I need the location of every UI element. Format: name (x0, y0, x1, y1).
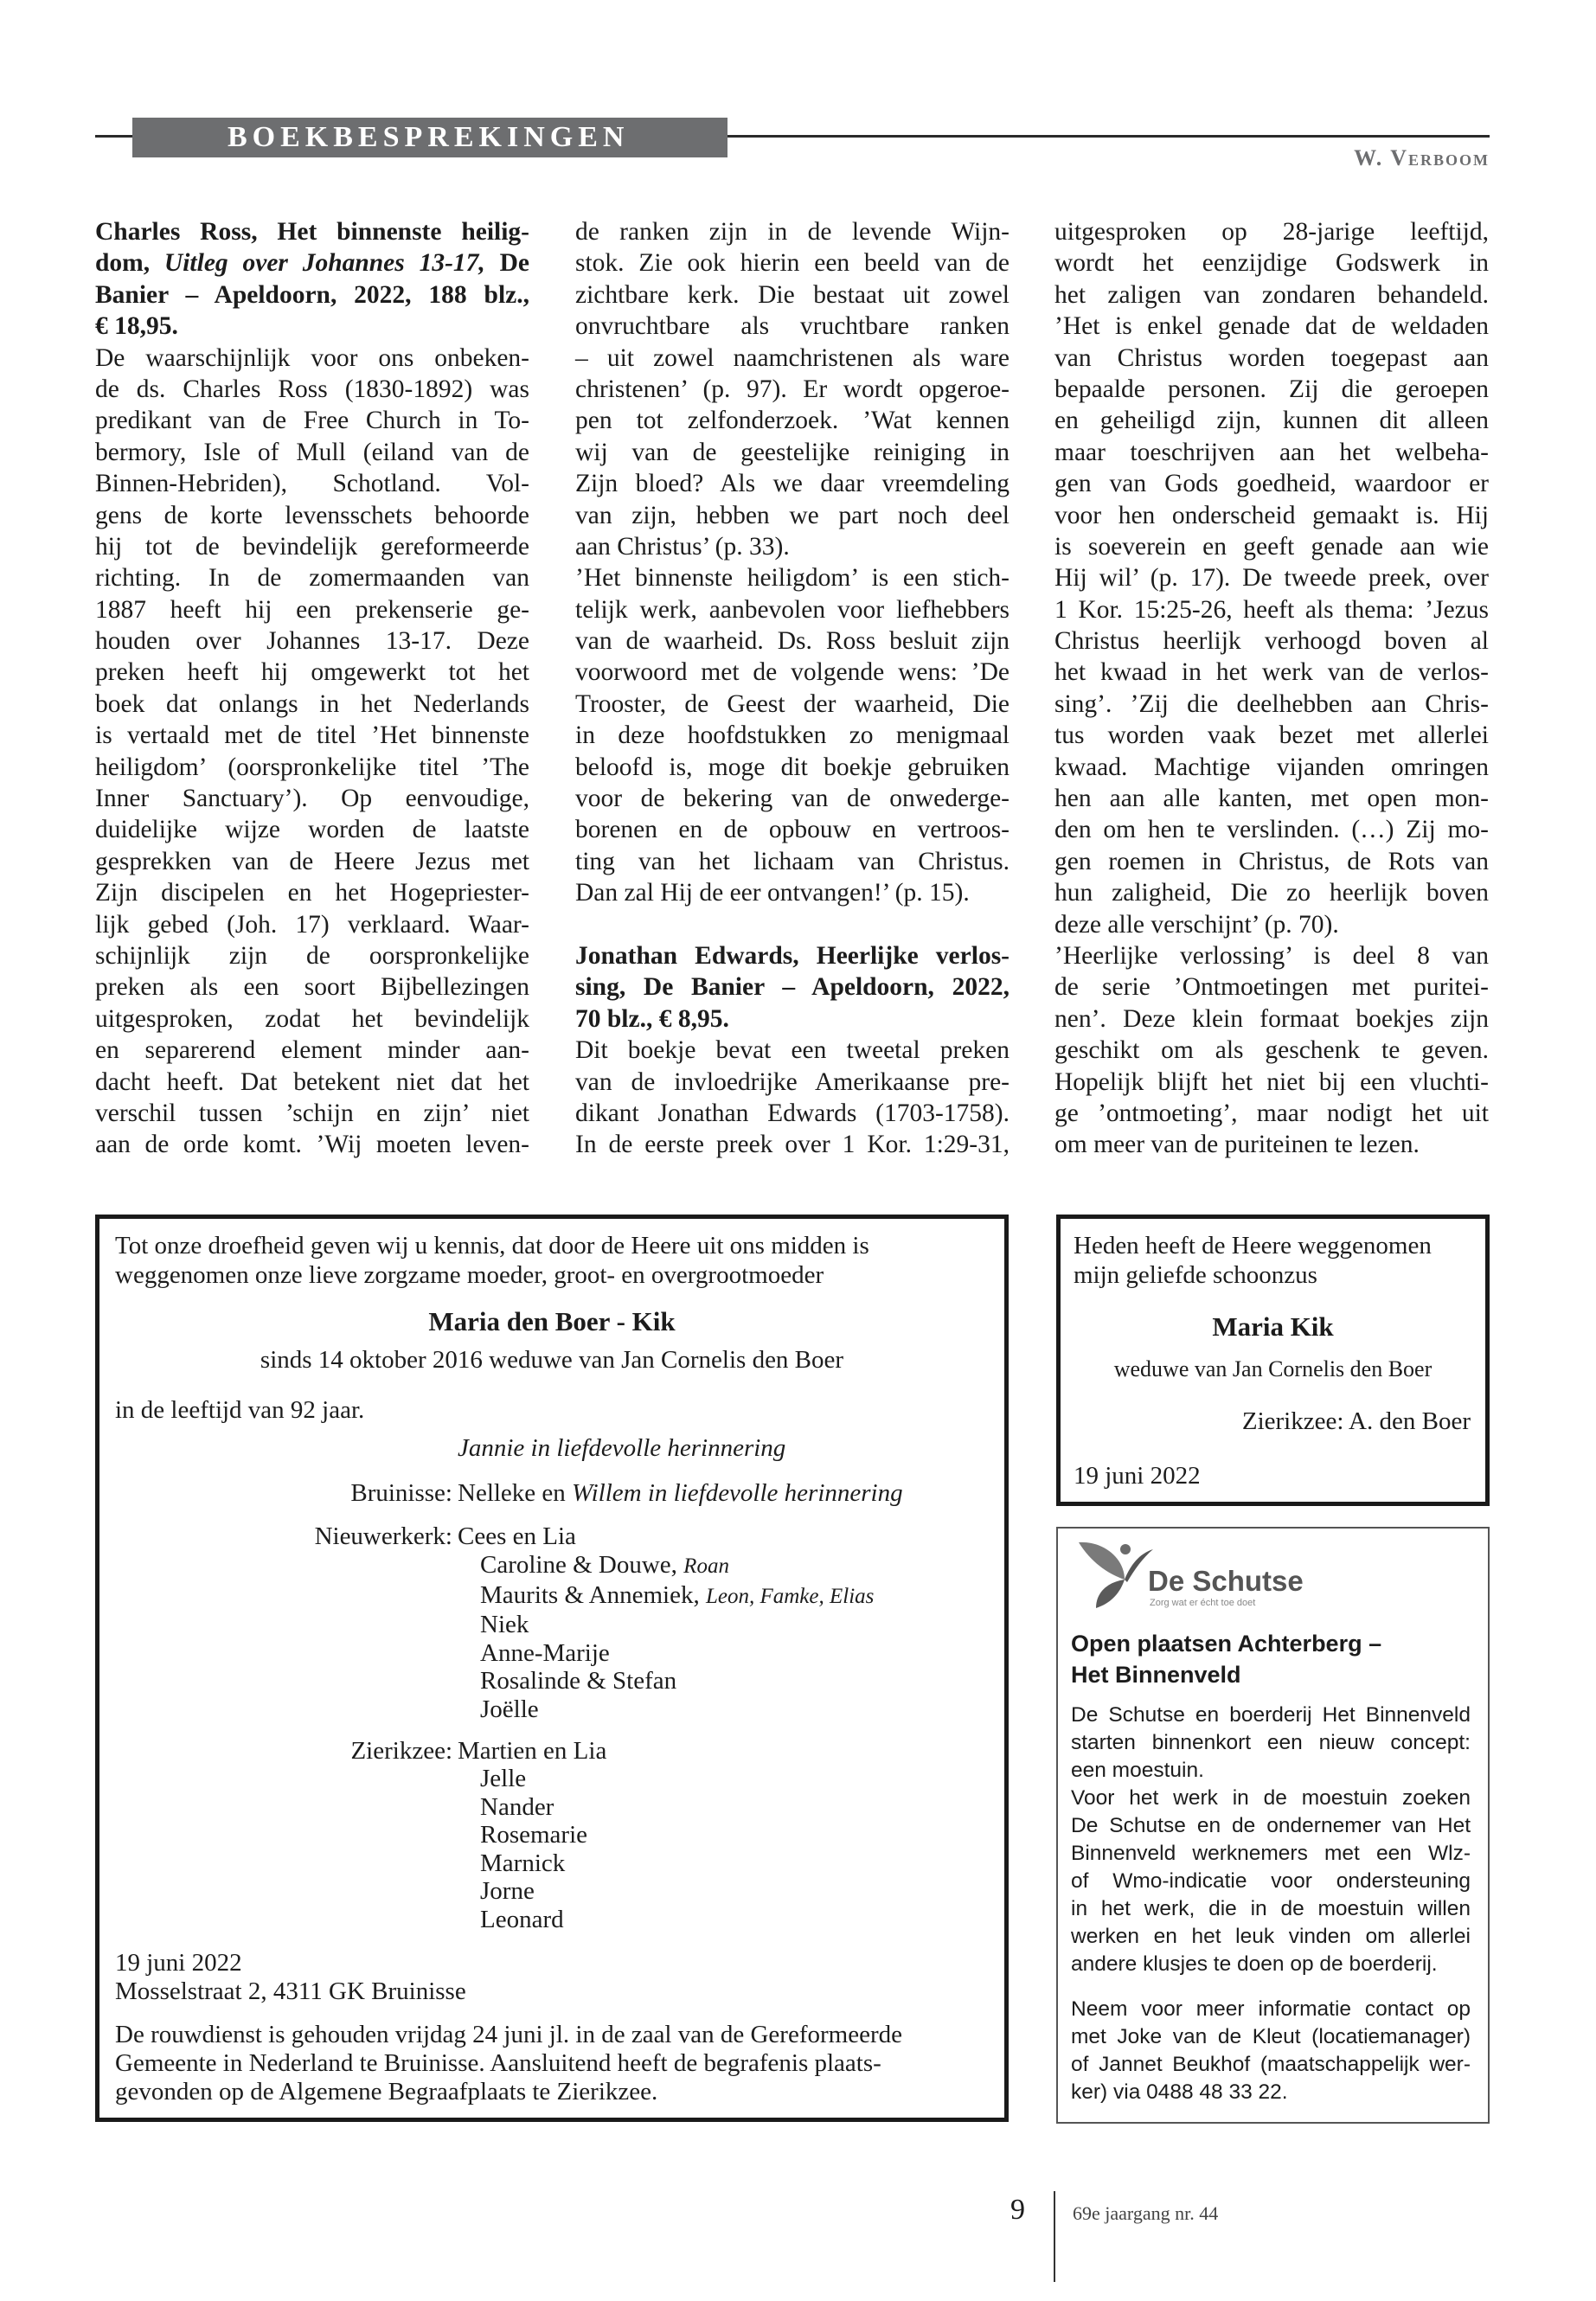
text-line: christenen’ (p. 97). Er wordt opgeroe- (575, 375, 1010, 403)
family-member: Nander (480, 1792, 554, 1821)
text-line: de ds. Charles Ross (1830-1892) was (95, 375, 529, 403)
family-member (480, 1639, 874, 1668)
text-line: aan de orde komt. ’Wij moeten leven- (95, 1131, 529, 1159)
text-line: Dan zal Hij de eer ontvangen!’ (p. 15). (575, 879, 970, 907)
text-line: Binnen-Hebriden), Schotland. Vol- (95, 470, 529, 498)
service-text: gevonden op de Algemene Begraafplaats te Zierikzee. (115, 2078, 658, 2106)
text-line: hen aan alle kanten, met open mon- (1054, 785, 1489, 813)
text-line: Hopelijk blijft het niet bij een vluchti- (1054, 1067, 1489, 1096)
text-line: 70 blz., € 8,95. (575, 1004, 729, 1033)
article-column-1 (95, 216, 529, 1161)
notice-date: 19 juni 2022 (1074, 1462, 1201, 1490)
italic-text: Uitleg over Johannes 13-17, (163, 249, 485, 278)
text-line: bepaalde personen. Zij die geroepen (1054, 375, 1489, 403)
review-heading (575, 940, 1010, 1035)
text-line: in deze hoofdstukken zo menigmaal (575, 721, 1010, 750)
text-line: Hij wil’ (p. 17). De tweede preek, over (1054, 564, 1489, 593)
text-line: wij van de geestelijke reiniging in (575, 438, 1010, 466)
text-line: starten binnenkort een nieuw concept: (1071, 1731, 1471, 1754)
text-line: tus worden vaak bezet met allerlei (1054, 721, 1489, 750)
deceased-name: Maria den Boer - Kik (428, 1306, 676, 1336)
text-line: Christus heerlijk verhoogd boven al (1054, 627, 1489, 656)
place-label: Zierikzee: (350, 1737, 452, 1765)
text-line: ting van het lichaam van Christus. (575, 847, 1010, 875)
member-name: Niek (480, 1611, 529, 1639)
family-member (480, 1581, 874, 1612)
text-line: en geheiligd zijn, kunnen dit alleen (1054, 407, 1489, 435)
text-line: ker) via 0488 48 33 22. (1071, 2080, 1288, 2104)
service-text: Gemeente in Nederland te Bruinisse. Aansluitend heeft de begrafenis plaats- (115, 2049, 881, 2077)
text-line: preken heeft hij omgewerkt tot het (95, 658, 529, 687)
text-line: preken als een soort Bijbellezingen (95, 973, 529, 1002)
text-line: verschil tussen ’schijn en zijn’ niet (95, 1099, 529, 1127)
family-member: Rosemarie (480, 1821, 588, 1849)
text-line: gen roemen in Christus, de Rots van (1054, 847, 1489, 875)
text-line: en separerend element minder aan- (95, 1036, 529, 1065)
text-line: heiligdom’ (oorspronkelijke titel ’The (95, 753, 529, 781)
text-line: ’Het is enkel genade dat de weldaden (1054, 312, 1489, 341)
butterfly-logo-icon (1077, 1541, 1155, 1610)
text-line: dacht heeft. Dat betekent niet dat het (95, 1067, 529, 1096)
grandchildren-names: Roan (683, 1554, 729, 1578)
member-name: Rosalinde & Stefan (480, 1667, 677, 1695)
advertisement-box (1056, 1527, 1490, 2124)
advert-title-line: Het Binnenveld (1071, 1662, 1241, 1688)
member-name: Caroline & Douwe, (480, 1551, 684, 1579)
text-line: in het werk, die in de moestuin willen (1071, 1897, 1471, 1920)
text-line: het zaligen van zondaren behandeld. (1054, 280, 1489, 309)
text-line: maar toeschrijven aan het welbeha- (1054, 438, 1489, 466)
text-line: borenen en de opbouw en vertroos- (575, 816, 1010, 844)
text-line: pen tot zelfonderzoek. ’Wat kennen (575, 407, 1010, 435)
family-member: Jorne (480, 1877, 535, 1906)
review-heading (95, 216, 529, 343)
notice-name: Maria Kik (1212, 1311, 1334, 1342)
text-line: Zijn discipelen en het Hogepriester- (95, 879, 529, 907)
notice-intro: Heden heeft de Heere weggenomen (1074, 1232, 1432, 1259)
text-line: het kwaad in het werk van de verlos- (1054, 658, 1489, 687)
text-line: van Christus worden toegepast aan (1054, 343, 1489, 372)
footer-divider (1054, 2191, 1055, 2282)
obituary-intro: weggenomen onze lieve zorgzame moeder, groot- en overgrootmoeder (115, 1261, 824, 1289)
paragraph (1054, 216, 1489, 940)
obituary-address: Mosselstraat 2, 4311 GK Bruinisse (115, 1977, 466, 2005)
family-line: Martien en Lia (458, 1737, 607, 1765)
advert-paragraph (1071, 1785, 1471, 1978)
text-line: om meer van de puriteinen te lezen. (1054, 1131, 1420, 1159)
paragraph (575, 1035, 1010, 1161)
widow-since: sinds 14 oktober 2016 weduwe van Jan Cornelis den Boer (260, 1346, 844, 1374)
text-line: uitgesproken, zodat het bevindelijk (95, 1004, 529, 1033)
text-line: andere klusjes te doen op de boerderij. (1071, 1952, 1438, 1976)
text-line: De Schutse en boerderij Het Binnenveld (1071, 1703, 1471, 1727)
text-line: Banier – Apeldoorn, 2022, 188 blz., (95, 280, 529, 309)
member-name: Anne-Marije (480, 1638, 610, 1667)
text-line: ’Heerlijke verlossing’ is deel 8 van (1054, 941, 1489, 970)
text-line: 1 Kor. 15:25-26, heeft als thema: ’Jezus (1054, 595, 1489, 624)
paragraph-gap (1071, 1978, 1471, 1996)
condolence-notice (1056, 1215, 1490, 1506)
article-column-2 (575, 216, 1010, 1161)
text-line: Neem voor meer informatie contact op (1071, 1997, 1471, 2021)
text-line: zichtbare kerk. Die bestaat uit zowel (575, 280, 1010, 309)
text-line: Charles Ross, Het binnenste heilig- (95, 218, 529, 246)
family-line (458, 1478, 903, 1508)
text-line: de ranken zijn in de levende Wijn- (575, 218, 1010, 246)
page-number: 9 (1010, 2194, 1025, 2226)
text-line: Voor het werk in de moestuin zoeken (1071, 1786, 1471, 1810)
text-line: voorwoord met de volgende wens: ’De (575, 658, 1010, 687)
text-line: De Schutse en de ondernemer van Het (1071, 1814, 1471, 1837)
text-line: Jonathan Edwards, Heerlijke verlos- (575, 941, 1010, 970)
text-line: gens de korte levensschets behoorde (95, 501, 529, 529)
text-line: sing’. ’Zij die deelhebben aan Chris- (1054, 689, 1489, 718)
advert-paragraph (1071, 1996, 1471, 2106)
place-label: Bruinisse: (350, 1479, 452, 1507)
text-line: hun zaligheid, Die zo heerlijk boven (1054, 879, 1489, 907)
text-line: 1887 heeft hij een prekenserie ge- (95, 595, 529, 624)
text-line: sing, De Banier – Apeldoorn, 2022, (575, 973, 1010, 1002)
article-column-3 (1054, 216, 1489, 1161)
text-line: voor hen onderscheid gemaakt is. Hij (1054, 501, 1489, 529)
age-line: in de leeftijd van 92 jaar. (115, 1396, 365, 1424)
grandchildren-names: Leon, Famke, Elias (705, 1584, 875, 1608)
text-line: Zijn bloed? Als we daar vreemdeling (575, 470, 1010, 498)
family-member: Leonard (480, 1905, 564, 1933)
advert-title (1071, 1628, 1381, 1690)
member-name: Joëlle (480, 1695, 539, 1723)
text-line: Binnenveld werknemers met een Wlz- (1071, 1842, 1471, 1865)
service-text: De rouwdienst is gehouden vrijdag 24 juni jl. in de zaal van de Gereformeerde (115, 2021, 902, 2048)
text-line: richting. In de zomermaanden van (95, 564, 529, 593)
text-line: uitgesproken op 28-jarige leeftijd, (1054, 218, 1489, 246)
text-line: ge ’ontmoeting’, maar nodigt het uit (1054, 1099, 1489, 1127)
text-line: De waarschijnlijk voor ons onbeken- (95, 343, 529, 372)
family-member: Jelle (480, 1765, 527, 1792)
text-segment: De (484, 249, 529, 278)
issue-info: 69e jaargang nr. 44 (1073, 2202, 1219, 2224)
text-line: dikant Jonathan Edwards (1703-1758). (575, 1099, 1010, 1127)
text-line: voor de bekering van de onwederge- (575, 785, 1010, 813)
text-line: met Joke van de Kleut (locatiemanager) (1071, 2025, 1471, 2048)
logo-tagline: Zorg wat er écht toe doet (1150, 1598, 1256, 1608)
family-member (480, 1551, 874, 1581)
family-children-list (480, 1551, 874, 1724)
text-line: werken en het leuk vinden om allerlei (1071, 1925, 1471, 1948)
text-line: ’Het binnenste heiligdom’ is een stich- (575, 564, 1010, 593)
text-line: bermory, Isle of Mull (eiland van de (95, 438, 529, 466)
text-line: boek dat onlangs in het Nederlands (95, 689, 529, 718)
text-line: aan Christus’ (p. 33). (575, 532, 790, 561)
member-name: Maurits & Annemiek, (480, 1580, 706, 1609)
text-line: Inner Sanctuary’). Op eenvoudige, (95, 785, 529, 813)
place-label: Nieuwerkerk: (314, 1522, 452, 1550)
text-line: lijk gebed (Joh. 17) verklaard. Waar- (95, 910, 529, 939)
family-name: Nelleke en (458, 1479, 573, 1507)
paragraph (95, 343, 529, 1161)
text-line: – uit zowel naamchristenen als ware (575, 343, 1010, 372)
text-line: duidelijke wijze worden de laatste (95, 816, 529, 844)
paragraph-gap (575, 909, 1010, 940)
notice-intro: mijn geliefde schoonzus (1074, 1261, 1317, 1289)
family-member: Marnick (480, 1849, 566, 1877)
family-children-list (480, 1765, 587, 1934)
text-line: is vertaald met de titel ’Het binnenste (95, 721, 529, 750)
text-line: stok. Zie ook hierin een beeld van de (575, 249, 1010, 278)
notice-sender: Zierikzee: A. den Boer (1241, 1407, 1471, 1435)
text-line: € 18,95. (95, 312, 178, 341)
text-line: onvruchtbare als vruchtbare ranken (575, 312, 1010, 341)
text-line: hij tot de bevindelijk gereformeerde (95, 532, 529, 561)
family-member (480, 1695, 874, 1724)
advert-title-line: Open plaatsen Achterberg – (1071, 1631, 1382, 1657)
advert-body (1071, 1702, 1471, 2106)
text-line: houden over Johannes 13-17. Deze (95, 627, 529, 656)
text-line: beloofd is, moge dit boekje gebruiken (575, 753, 1010, 781)
section-banner: BOEKBESPREKINGEN (132, 118, 727, 157)
text-line (95, 247, 529, 279)
paragraph (575, 216, 1010, 562)
family-memory: Willem in liefdevolle herinnering (572, 1479, 903, 1507)
family-member (480, 1667, 874, 1695)
text-segment: dom, (95, 249, 164, 278)
notice-widow: weduwe van Jan Cornelis den Boer (1113, 1356, 1433, 1381)
obituary-box (95, 1215, 1009, 2122)
text-line: van de invloedrijke Amerikaanse pre- (575, 1067, 1010, 1096)
text-line: de serie ’Ontmoetingen met puritei- (1054, 973, 1489, 1002)
text-line: nen’. Deze klein formaat boekjes zijn (1054, 1004, 1489, 1033)
logo-name: De Schutse (1148, 1565, 1304, 1597)
text-line: is soeverein en geeft genade aan wie (1054, 532, 1489, 561)
text-line: den om hen te verslinden. (…) Zij mo- (1054, 816, 1489, 844)
text-line: Trooster, de Geest der waarheid, Die (575, 689, 1010, 718)
text-line: kwaad. Machtige vijanden omringen (1054, 753, 1489, 781)
text-line: Dit boekje bevat een tweetal preken (575, 1036, 1010, 1065)
text-line: gen van Gods goedheid, waardoor er (1054, 470, 1489, 498)
text-line: telijk werk, aanbevolen voor liefhebbers (575, 595, 1010, 624)
obituary-intro: Tot onze droefheid geven wij u kennis, dat door de Heere uit ons midden is (115, 1232, 869, 1259)
text-line: predikant van de Free Church in To- (95, 407, 529, 435)
obituary-date: 19 juni 2022 (115, 1949, 242, 1977)
text-line: van zijn, hebben we part noch deel (575, 501, 1010, 529)
paragraph (1054, 940, 1489, 1161)
text-line: van de waarheid. Ds. Ross besluit zijn (575, 627, 1010, 656)
text-line: of Jannet Beukhof (maatschappelijk wer- (1071, 2053, 1471, 2076)
family-line: Jannie in liefdevolle herinnering (458, 1434, 786, 1462)
text-line: gesprekken van de Heere Jezus met (95, 847, 529, 875)
family-line: Cees en Lia (458, 1522, 576, 1550)
text-line: of Wmo-indicatie voor ondersteuning (1071, 1869, 1471, 1893)
text-line: deze alle verschijnt’ (p. 70). (1054, 910, 1339, 939)
advert-paragraph (1071, 1702, 1471, 1785)
text-line: een moestuin. (1071, 1759, 1204, 1782)
paragraph (575, 562, 1010, 908)
author-name: W. Verboom (1354, 145, 1490, 170)
text-line: geschikt om als geschenk te geven. (1054, 1036, 1489, 1065)
family-member (480, 1611, 874, 1639)
text-line: In de eerste preek over 1 Kor. 1:29-31, (575, 1131, 1010, 1159)
text-line: wordt het eenzijdige Godswerk in (1054, 249, 1489, 278)
text-line: schijnlijk zijn de oorspronkelijke (95, 941, 529, 970)
